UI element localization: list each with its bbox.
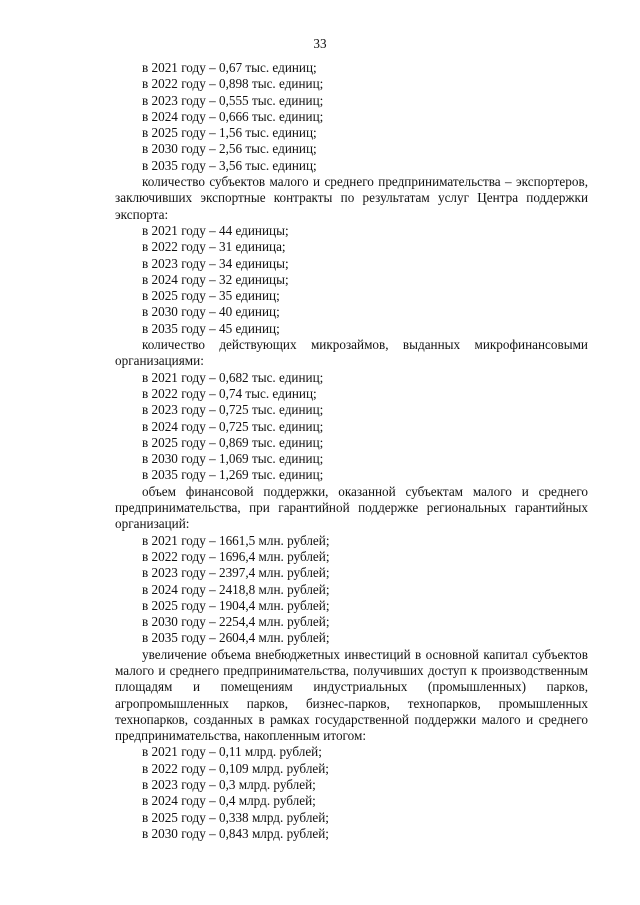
year-value-line: в 2024 году – 0,4 млрд. рублей; [142,793,316,809]
year-value-line: в 2021 году – 0,11 млрд. рублей; [142,744,322,760]
year-value-line: в 2021 году – 0,682 тыс. единиц; [142,369,324,385]
year-value-line: в 2024 году – 0,666 тыс. единиц; [142,108,324,124]
year-value-line: в 2022 году – 31 единица; [142,239,286,255]
year-value-line: в 2022 году – 0,109 млрд. рублей; [142,760,329,776]
indicator-block [115,60,588,174]
indicator-heading: количество субъектов малого и среднего предпринимательства – экспортеров, заключивших экспортные контракты по результатам услуг Центра поддержки экспорта: [115,174,588,222]
indicator-heading: количество действующих микрозаймов, выданных микрофинансовыми организациями: [115,337,588,369]
year-value-line: в 2025 году – 0,869 тыс. единиц; [142,434,324,450]
indicator-block [115,484,588,647]
year-value-line: в 2025 году – 1904,4 млн. рублей; [142,597,330,613]
year-value-line: в 2030 году – 40 единиц; [142,304,280,320]
year-value-line: в 2030 году – 2254,4 млн. рублей; [142,614,330,630]
indicator-heading: объем финансовой поддержки, оказанной субъектам малого и среднего предпринимательства, при гарантийной поддержке региональных гарантийных организаций: [115,483,588,532]
year-value-line: в 2030 году – 1,069 тыс. единиц; [142,451,324,467]
page-number: 33 [313,36,327,51]
year-value-line: в 2022 году – 1696,4 млн. рублей; [142,548,330,564]
year-value-line: в 2022 году – 0,74 тыс. единиц; [142,385,317,401]
year-value-line: в 2035 году – 2604,4 млн. рублей; [142,630,330,646]
year-value-line: в 2023 году – 0,555 тыс. единиц; [142,92,324,108]
year-value-line: в 2021 году – 44 единицы; [142,222,289,238]
year-value-line: в 2035 году – 45 единиц; [142,320,280,336]
indicator-block [115,647,588,843]
year-value-line: в 2030 году – 2,56 тыс. единиц; [142,141,317,157]
year-value-line: в 2023 году – 2397,4 млн. рублей; [142,565,330,581]
year-value-line: в 2025 году – 0,338 млрд. рублей; [142,809,329,825]
indicator-block [115,337,588,484]
year-value-line: в 2021 году – 1661,5 млн. рублей; [142,532,330,548]
indicator-block [115,174,588,337]
year-value-line: в 2035 году – 1,269 тыс. единиц; [142,467,324,483]
year-value-line: в 2024 году – 0,725 тыс. единиц; [142,418,324,434]
year-value-line: в 2035 году – 3,56 тыс. единиц; [142,157,317,173]
indicator-heading: увеличение объема внебюджетных инвестиций в основной капитал субъектов малого и среднего предпринимательства, получивших доступ к производственным площадям и помещениям индустриальных (промышленных) парков, агропромышленных парков, бизнес-парков, технопарков, промышленных технопарков, созданных в рамках государственной поддержки малого и среднего предпринимательства, накопленным итогом: [115,646,588,744]
year-value-line: в 2022 году – 0,898 тыс. единиц; [142,76,324,92]
year-value-line: в 2025 году – 1,56 тыс. единиц; [142,125,317,141]
year-value-line: в 2023 году – 0,725 тыс. единиц; [142,402,324,418]
year-value-line: в 2024 году – 2418,8 млн. рублей; [142,581,330,597]
year-value-line: в 2023 году – 34 единицы; [142,255,289,271]
year-value-line: в 2030 году – 0,843 млрд. рублей; [142,825,329,841]
year-value-line: в 2024 году – 32 единицы; [142,271,289,287]
document-body [115,60,588,842]
year-value-line: в 2021 году – 0,67 тыс. единиц; [142,60,317,75]
year-value-line: в 2023 году – 0,3 млрд. рублей; [142,777,316,793]
year-value-line: в 2025 году – 35 единиц; [142,288,280,304]
